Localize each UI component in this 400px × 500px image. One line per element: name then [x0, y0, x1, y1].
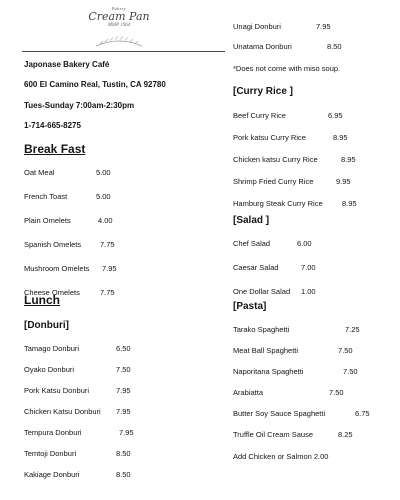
menu-item — [233, 199, 357, 208]
menu-item-price: 9.95 — [336, 177, 351, 186]
menu-item-price: 8.95 — [342, 199, 357, 208]
menu-item — [24, 470, 131, 479]
menu-item-price: 7.95 — [116, 386, 131, 395]
menu-item — [233, 111, 343, 120]
menu-item-price: 8.50 — [116, 449, 131, 458]
menu-item — [233, 177, 351, 186]
menu-item-name: Caesar Salad — [233, 263, 279, 272]
cafe-phone: 1-714-665-8275 — [24, 121, 81, 130]
menu-item-name: Butter Soy Sauce Spaghetti — [233, 409, 326, 418]
menu-item-price: 7.95 — [119, 428, 134, 437]
menu-item-price: 7.50 — [343, 367, 358, 376]
menu-item-price: 4.00 — [98, 216, 113, 225]
menu-item — [233, 409, 370, 418]
menu-item-price: 7.25 — [345, 325, 360, 334]
menu-item — [233, 133, 348, 142]
menu-item-price: 6.75 — [355, 409, 370, 418]
menu-item-price: 5.00 — [96, 192, 111, 201]
menu-item-name: Arabiatta — [233, 388, 264, 397]
menu-item — [233, 325, 360, 334]
menu-item-name: Spanish Omelets — [24, 240, 82, 249]
menu-item — [24, 344, 131, 353]
lunch-heading: Lunch — [24, 293, 60, 307]
cafe-name: Japonase Bakery Café — [24, 60, 110, 69]
menu-item-price: 8.50 — [327, 42, 342, 51]
menu-item-name: Truffle Oil Cream Sause — [233, 430, 314, 439]
menu-item-name: Beef Curry Rice — [233, 111, 286, 120]
menu-item-price: 7.75 — [100, 240, 115, 249]
menu-item-name: Tamago Donburi — [24, 344, 80, 353]
menu-item — [24, 449, 131, 458]
menu-item-name: Pork katsu Curry Rice — [233, 133, 306, 142]
menu-item-name: Unatama Donburi — [233, 42, 292, 51]
pasta-heading: [Pasta] — [233, 301, 267, 312]
menu-item — [233, 155, 356, 164]
menu-item-name: Oat Meal — [24, 168, 55, 177]
header-divider — [22, 51, 225, 52]
breakfast-heading: Break Fast — [24, 142, 86, 156]
menu-item-price: 7.50 — [116, 365, 131, 374]
menu-item-name: Chicken katsu Curry Rice — [233, 155, 318, 164]
menu-item — [233, 287, 316, 296]
menu-item — [233, 346, 353, 355]
menu-item-name: Kakiage Donburi — [24, 470, 80, 479]
menu-item-price: 8.50 — [116, 470, 131, 479]
menu-item-price: 6.00 — [297, 239, 312, 248]
menu-item-name: Hamburg Steak Curry Rice — [233, 199, 323, 208]
menu-item-price: 7.95 — [116, 407, 131, 416]
salad-heading: [Salad ] — [233, 215, 270, 226]
menu-item-name: Unagi Donburi — [233, 22, 281, 31]
menu-item — [233, 22, 331, 31]
menu-item — [24, 386, 131, 395]
menu-item — [24, 168, 111, 177]
wheat-icon — [82, 30, 156, 50]
cafe-hours: Tues-Sunday 7:00am-2:30pm — [24, 101, 135, 110]
menu-item-name: Meat Ball Spaghetti — [233, 346, 299, 355]
donburi-heading: [Donburi] — [24, 320, 69, 331]
menu-item-name: Plain Omelets — [24, 216, 71, 225]
menu-item-price: 8.95 — [341, 155, 356, 164]
menu-item — [24, 407, 131, 416]
menu-item-name: Pork Katsu Donburi — [24, 386, 90, 395]
menu-item — [24, 192, 111, 201]
menu-item-price: 1.00 — [301, 287, 316, 296]
menu-item — [233, 42, 342, 51]
menu-item-price: 7.00 — [301, 263, 316, 272]
menu-item-name: Mushroom Omelets — [24, 264, 90, 273]
menu-item — [24, 240, 115, 249]
menu-item-price: 6.95 — [328, 111, 343, 120]
curry-heading: [Curry Rice ] — [233, 86, 294, 97]
menu-item-name: Oyako Donburi — [24, 365, 75, 374]
pasta-note: Add Chicken or Salmon 2.00 — [233, 452, 329, 461]
menu-item-name: Tempura Donburi — [24, 428, 82, 437]
menu-item-name: Chicken Katsu Donburi — [24, 407, 101, 416]
menu-item — [233, 367, 358, 376]
donburi-note: *Does not come with miso soup. — [233, 64, 341, 73]
menu-item-name: Shrimp Fried Curry Rice — [233, 177, 314, 186]
menu-item-price: 6.50 — [116, 344, 131, 353]
logo-sub-text: MMP 1964 — [107, 23, 131, 28]
menu-item-price: 7.75 — [100, 288, 115, 297]
menu-item-price: 8.25 — [338, 430, 353, 439]
menu-item-name: Naporitana Spaghetti — [233, 367, 304, 376]
menu-item-name: Temtoji Donburi — [24, 449, 77, 458]
menu-item — [233, 263, 316, 272]
menu-item-price: 7.50 — [338, 346, 353, 355]
menu-item-price: 8.95 — [333, 133, 348, 142]
menu-item — [24, 365, 131, 374]
menu-item — [233, 239, 312, 248]
logo-main-text: Cream Pan — [88, 10, 150, 23]
menu-item-price: 7.95 — [316, 22, 331, 31]
cafe-address: 600 El Camino Real, Tustin, CA 92780 — [24, 80, 166, 89]
menu-item-name: One Dollar Salad — [233, 287, 291, 296]
menu-item — [24, 264, 117, 273]
menu-item-price: 5.00 — [96, 168, 111, 177]
menu-item — [233, 388, 344, 397]
menu-item-name: Cheese Omelets — [24, 288, 80, 297]
menu-item-name: French Toast — [24, 192, 68, 201]
menu-item-price: 7.50 — [329, 388, 344, 397]
menu-item-price: 7.95 — [102, 264, 117, 273]
menu-item — [24, 216, 113, 225]
menu-item-name: Tarako Spaghetti — [233, 325, 290, 334]
menu-item — [233, 430, 353, 439]
cream-pan-logo — [82, 6, 156, 50]
menu-item — [24, 428, 134, 437]
menu-item-name: Chef Salad — [233, 239, 271, 248]
logo-top-text: Bakery — [112, 6, 126, 11]
